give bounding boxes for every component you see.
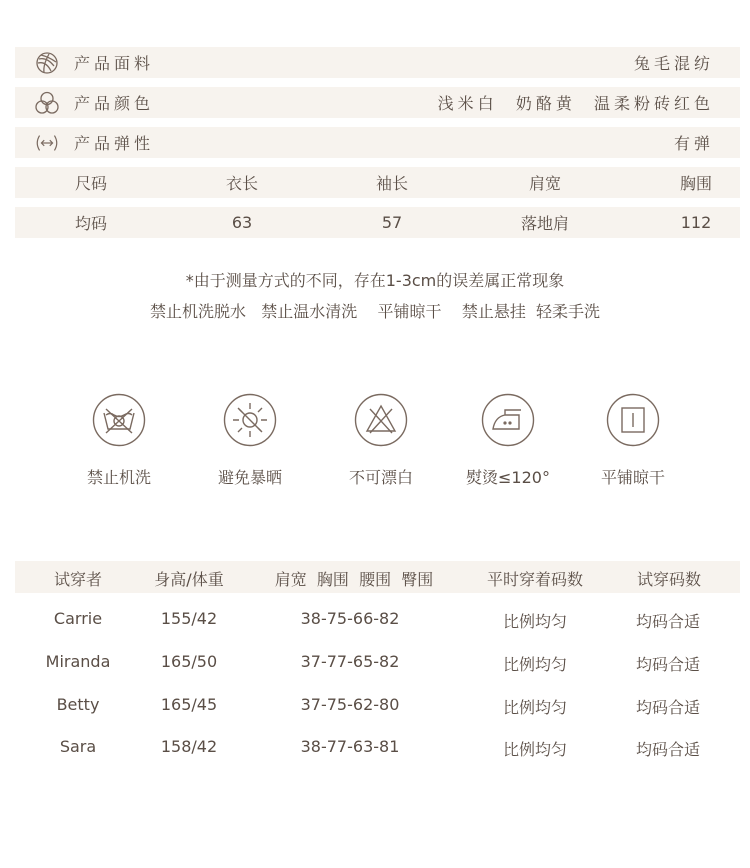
fitting-cell: 比例均匀 <box>502 612 568 631</box>
fitting-cell: 38-77-63-81 <box>300 737 400 756</box>
fitting-cell: 比例均匀 <box>502 698 568 717</box>
fitting-row <box>15 603 740 635</box>
size-cell: 57 <box>381 213 403 232</box>
fitting-cell: 37-75-62-80 <box>300 695 400 714</box>
size-cell: 均码 <box>74 214 108 233</box>
size-header-cell: 袖长 <box>375 174 409 193</box>
measurement-note: *由于测量方式的不同，存在1-3cm的误差属正常现象 <box>185 271 565 290</box>
no-bleach-icon <box>354 393 408 447</box>
dry-flat-icon <box>606 393 660 447</box>
spec-row-color <box>15 87 740 118</box>
fitting-cell: Betty <box>56 695 100 714</box>
fitting-cell: 均码合适 <box>635 740 701 759</box>
size-header-cell: 肩宽 <box>528 174 562 193</box>
spec-row-stretch <box>15 127 740 158</box>
three-circles-icon <box>34 90 60 116</box>
size-header-cell: 尺码 <box>74 174 108 193</box>
fitting-cell: 155/42 <box>160 609 218 628</box>
care-label: 避免暴晒 <box>217 468 283 487</box>
fitting-cell: 均码合适 <box>635 698 701 717</box>
avoid-sun-icon <box>223 393 277 447</box>
size-table-row <box>15 207 740 238</box>
fitting-cell: Sara <box>59 737 97 756</box>
size-header-cell: 胸围 <box>679 174 713 193</box>
fitting-cell: Carrie <box>53 609 103 628</box>
yarn-ball-icon <box>34 50 60 76</box>
fitting-cell: 165/45 <box>160 695 218 714</box>
fitting-table-header <box>15 561 740 593</box>
fitting-cell: Miranda <box>45 652 111 671</box>
fitting-cell: 比例均匀 <box>502 740 568 759</box>
spec-value: 浅米白 奶酪黄 温柔粉砖红色 <box>437 94 714 113</box>
size-cell: 112 <box>680 213 712 232</box>
size-table-header <box>15 167 740 198</box>
care-label: 熨烫≤120° <box>466 468 550 487</box>
fitting-header-cell: 肩宽 胸围 腰围 臀围 <box>274 570 434 589</box>
fitting-row <box>15 731 740 763</box>
fitting-cell: 37-77-65-82 <box>300 652 400 671</box>
fitting-cell: 38-75-66-82 <box>300 609 400 628</box>
spec-value: 有弹 <box>673 134 714 153</box>
care-note: 禁止机洗脱水 禁止温水清洗 平铺晾干 禁止悬挂 轻柔手洗 <box>149 302 601 321</box>
spec-row-fabric <box>15 47 740 78</box>
spec-label: 产品弹性 <box>74 134 155 153</box>
care-label: 不可漂白 <box>348 468 414 487</box>
spec-label: 产品颜色 <box>74 94 155 113</box>
fitting-header-cell: 试穿码数 <box>636 570 702 589</box>
spec-label: 产品面料 <box>74 54 155 73</box>
fitting-header-cell: 身高/体重 <box>154 570 224 589</box>
fitting-row <box>15 646 740 678</box>
fitting-header-cell: 试穿者 <box>53 570 103 589</box>
no-machine-wash-icon <box>92 393 146 447</box>
fitting-header-cell: 平时穿着码数 <box>486 570 584 589</box>
size-cell: 63 <box>231 213 253 232</box>
fitting-cell: 158/42 <box>160 737 218 756</box>
fitting-cell: 165/50 <box>160 652 218 671</box>
iron-icon <box>481 393 535 447</box>
fitting-cell: 比例均匀 <box>502 655 568 674</box>
size-header-cell: 衣长 <box>225 174 259 193</box>
care-label: 禁止机洗 <box>86 468 152 487</box>
stretch-arrows-icon <box>34 130 60 156</box>
spec-value: 兔毛混纺 <box>633 54 714 73</box>
fitting-cell: 均码合适 <box>635 612 701 631</box>
care-label: 平铺晾干 <box>600 468 666 487</box>
fitting-cell: 均码合适 <box>635 655 701 674</box>
size-cell: 落地肩 <box>520 214 570 233</box>
fitting-row <box>15 689 740 721</box>
